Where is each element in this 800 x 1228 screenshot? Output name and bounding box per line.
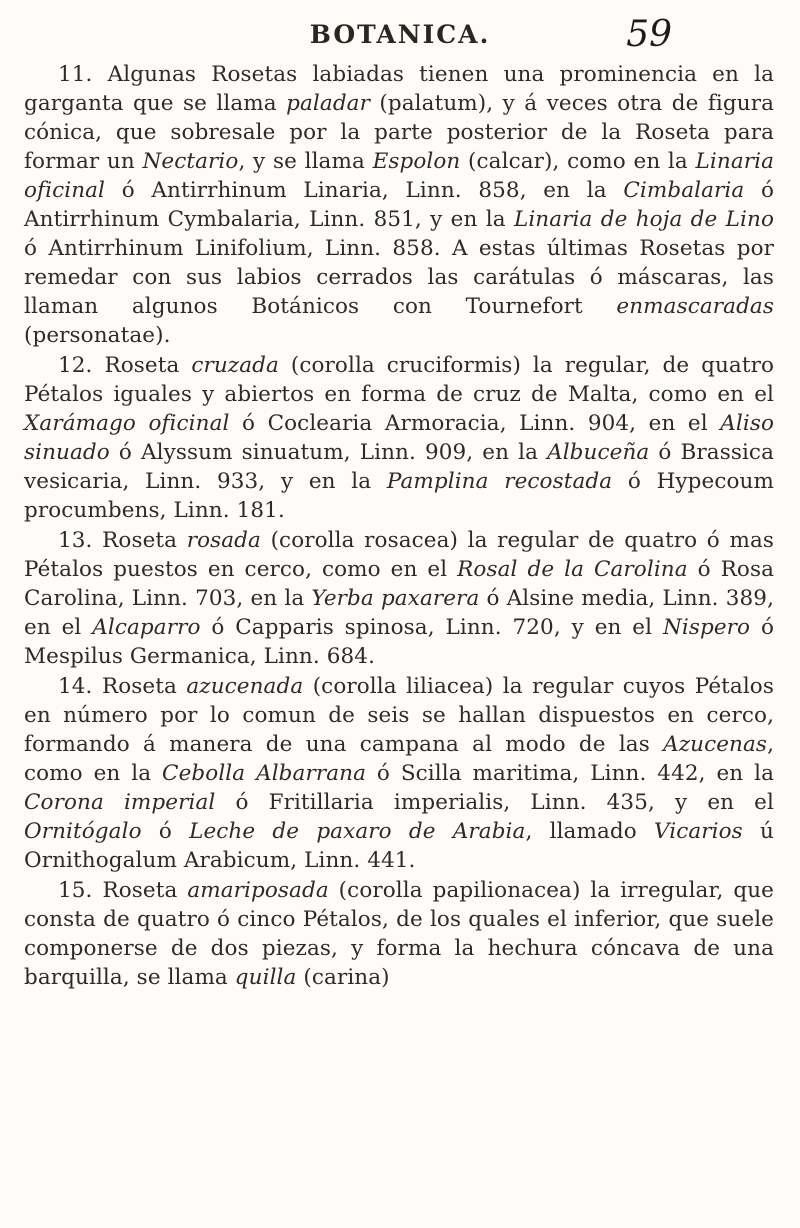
italic-term: Linaria oficinal (24, 149, 775, 203)
text-run: Roseta (101, 674, 187, 699)
italic-term: Albuceña (547, 440, 650, 465)
italic-term: Aliso sinuado (24, 411, 774, 465)
text-run: (calcar), como en la (460, 149, 696, 174)
body-text (24, 60, 774, 992)
text-run: Roseta (104, 353, 192, 378)
text-run: (carina) (296, 965, 390, 990)
italic-term: paladar (286, 91, 370, 116)
text-run: ó Antirrhinum Linaria, Linn. 858, en la (105, 178, 624, 203)
italic-term: Leche de paxaro de Arabia (189, 819, 526, 844)
text-run: ó Hypecoum procumbens, Linn. 181. (24, 469, 774, 523)
text-run: (corolla liliacea) la regular cuyos Pétalos en número por lo comun de seis se hallan dispuestos en cerco, formando á manera de una campana al modo de las (24, 674, 774, 757)
text-run: ó Antirrhinum Cymbalaria, Linn. 851, y en la (24, 178, 774, 232)
text-run: (corolla rosacea) la regular de quatro ó mas Pétalos puestos en cerco, como en el (24, 528, 774, 582)
italic-term: quilla (234, 965, 297, 990)
text-run: ú Ornithogalum Arabicum, Linn. 441. (24, 819, 774, 873)
text-run: (personatae). (24, 323, 171, 348)
paragraph-number: 11. (58, 62, 93, 87)
text-run: ó Alsine media, Linn. 389, en el (24, 586, 775, 640)
text-run: , como en la (24, 732, 774, 786)
text-run: (corolla cruciformis) la regular, de quatro Pétalos iguales y abiertos en forma de cruz de Malta, como en el (24, 353, 775, 407)
italic-term: azucenada (186, 674, 304, 699)
italic-term: Nectario (142, 149, 239, 174)
text-run: ó Capparis spinosa, Linn. 720, y en el (200, 615, 663, 640)
italic-term: Alcaparro (92, 615, 201, 640)
text-run: Roseta (102, 878, 188, 903)
italic-term: enmascaradas (616, 294, 774, 319)
paragraph-14 (24, 672, 774, 875)
paragraph-number: 15. (58, 878, 93, 903)
italic-term: Xarámago oficinal (24, 411, 230, 436)
text-run: ó Rosa Carolina, Linn. 703, en la (24, 557, 775, 611)
italic-term: amariposada (187, 878, 329, 903)
text-run: (corolla papilionacea) la irregular, que consta de quatro ó cinco Pétalos, de los quales el inferior, que suele componerse de dos piezas, y forma la hechura cóncava de una barquilla, se llama (24, 878, 774, 990)
paragraph-number: 14. (58, 674, 93, 699)
paragraph-number: 12. (58, 353, 93, 378)
italic-term: Linaria de hoja de Lino (513, 207, 774, 232)
italic-term: Corona imperial (24, 790, 216, 815)
text-run: ó Coclearia Armoracia, Linn. 904, en el (229, 411, 721, 436)
text-run: ó Scilla maritima, Linn. 442, en la (366, 761, 775, 786)
text-run: ó Brassica vesicaria, Linn. 933, y en la (24, 440, 774, 494)
paragraph-11 (24, 60, 774, 350)
text-run: ó Alyssum sinuatum, Linn. 909, en la (109, 440, 548, 465)
italic-term: Nispero (662, 615, 751, 640)
italic-term: Cimbalaria (623, 178, 745, 203)
paragraph-number: 13. (58, 528, 93, 553)
paragraph-12 (24, 351, 774, 525)
paragraph-15 (24, 876, 774, 992)
text-run: , y se llama (238, 149, 373, 174)
page-number: 59 (626, 14, 672, 55)
italic-term: rosada (186, 528, 261, 553)
italic-term: Azucenas (663, 732, 768, 757)
text-run: Algunas Rosetas labiadas tienen una prominencia en la garganta que se llama (24, 62, 774, 116)
italic-term: Rosal de la Carolina (457, 557, 688, 582)
running-head (0, 14, 800, 54)
italic-term: Yerba paxarera (311, 586, 480, 611)
text-run: ó (141, 819, 190, 844)
italic-term: Ornitógalo (24, 819, 142, 844)
italic-term: Pamplina recostada (386, 469, 613, 494)
text-run: Roseta (102, 528, 187, 553)
paragraph-13 (24, 526, 774, 671)
running-head-title: BOTANICA. (309, 20, 491, 49)
text-run: (palatum), y á veces otra de figura cónica, que sobresale por la parte posterior de la Roseta para formar un (24, 91, 774, 174)
text-run: ó Fritillaria imperialis, Linn. 435, y en el (215, 790, 774, 815)
text-run: ó Mespilus Germanica, Linn. 684. (24, 615, 774, 669)
italic-term: Vicarios (654, 819, 743, 844)
italic-term: Espolon (372, 149, 461, 174)
italic-term: cruzada (191, 353, 279, 378)
text-run: ó Antirrhinum Linifolium, Linn. 858. A estas últimas Rosetas por remedar con sus labios cerrados las carátulas ó máscaras, las llaman algunos Botánicos con Tournefort (24, 236, 774, 319)
text-run: , llamado (525, 819, 654, 844)
italic-term: Cebolla Albarrana (162, 761, 367, 786)
